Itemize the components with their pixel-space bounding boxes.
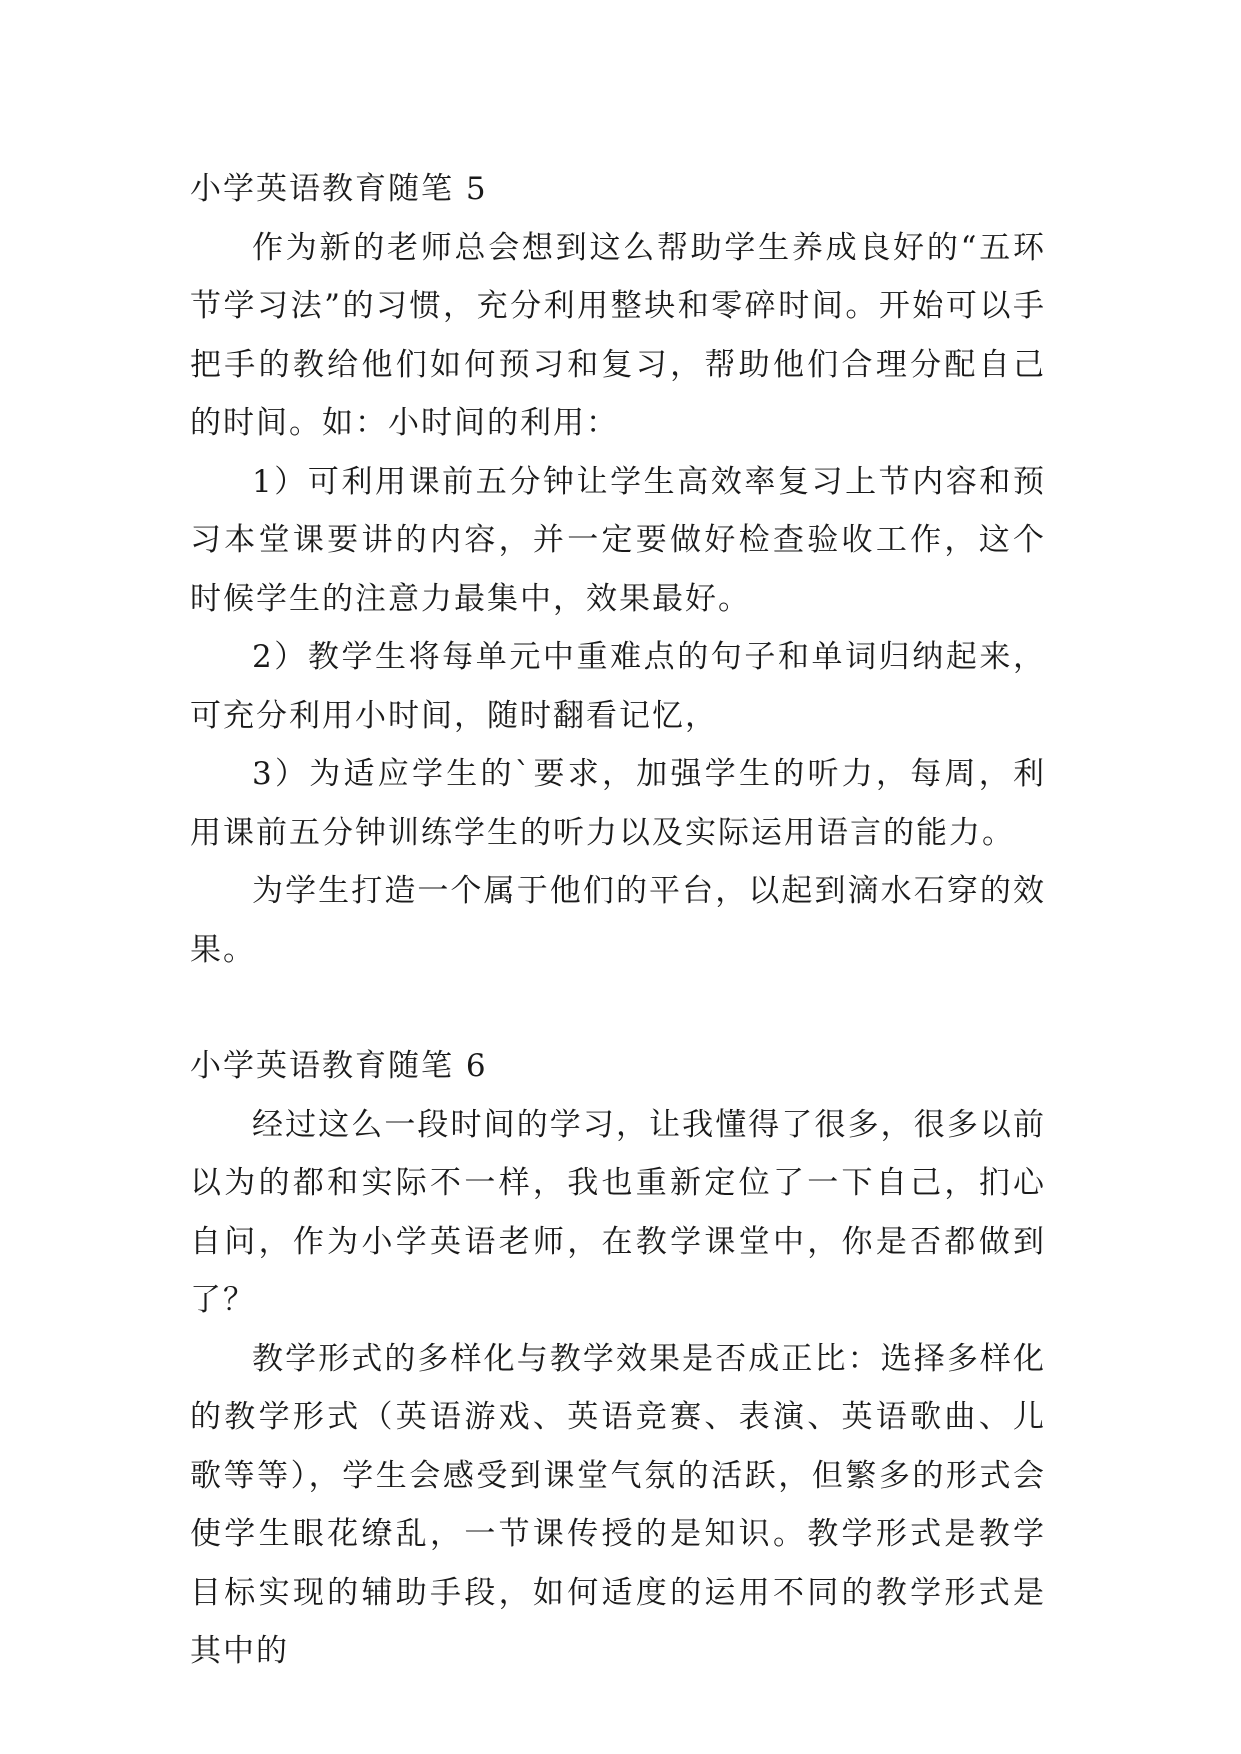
document-body bbox=[190, 160, 1046, 1681]
paragraph: 教学形式的多样化与教学效果是否成正比：选择多样化的教学形式（英语游戏、英语竞赛、表演、英语歌曲、儿歌等等），学生会感受到课堂气氛的活跃，但繁多的形式会使学生眼花缭乱，一节课传授的是知识。教学形式是教学目标实现的辅助手段，如何适度的运用不同的教学形式是其中的 bbox=[190, 1340, 1046, 1669]
paragraph: 1）可利用课前五分钟让学生高效率复习上节内容和预习本堂课要讲的内容，并一定要做好检查验收工作，这个时候学生的注意力最集中，效果最好。 bbox=[190, 463, 1046, 617]
paragraph: 经过这么一段时间的学习，让我懂得了很多，很多以前以为的都和实际不一样，我也重新定位了一下自己，扪心自问，作为小学英语老师，在教学课堂中，你是否都做到了？ bbox=[190, 1106, 1046, 1318]
essay-title: 小学英语教育随笔 5 bbox=[190, 171, 488, 207]
paragraph: 2）教学生将每单元中重难点的句子和单词归纳起来，可充分利用小时间，随时翻看记忆， bbox=[190, 639, 1046, 734]
essay-section-5 bbox=[190, 160, 1046, 979]
paragraph: 作为新的老师总会想到这么帮助学生养成良好的“五环节学习法”的习惯，充分利用整块和零碎时间。开始可以手把手的教给他们如何预习和复习，帮助他们合理分配自己的时间。如：小时间的利用： bbox=[190, 229, 1046, 441]
paragraph: 为学生打造一个属于他们的平台，以起到滴水石穿的效果。 bbox=[190, 873, 1046, 968]
paragraph: 3）为适应学生的`要求，加强学生的听力，每周，利用课前五分钟训练学生的听力以及实际运用语言的能力。 bbox=[190, 756, 1046, 851]
essay-title: 小学英语教育随笔 6 bbox=[190, 1048, 488, 1084]
essay-section-6 bbox=[190, 1037, 1046, 1681]
